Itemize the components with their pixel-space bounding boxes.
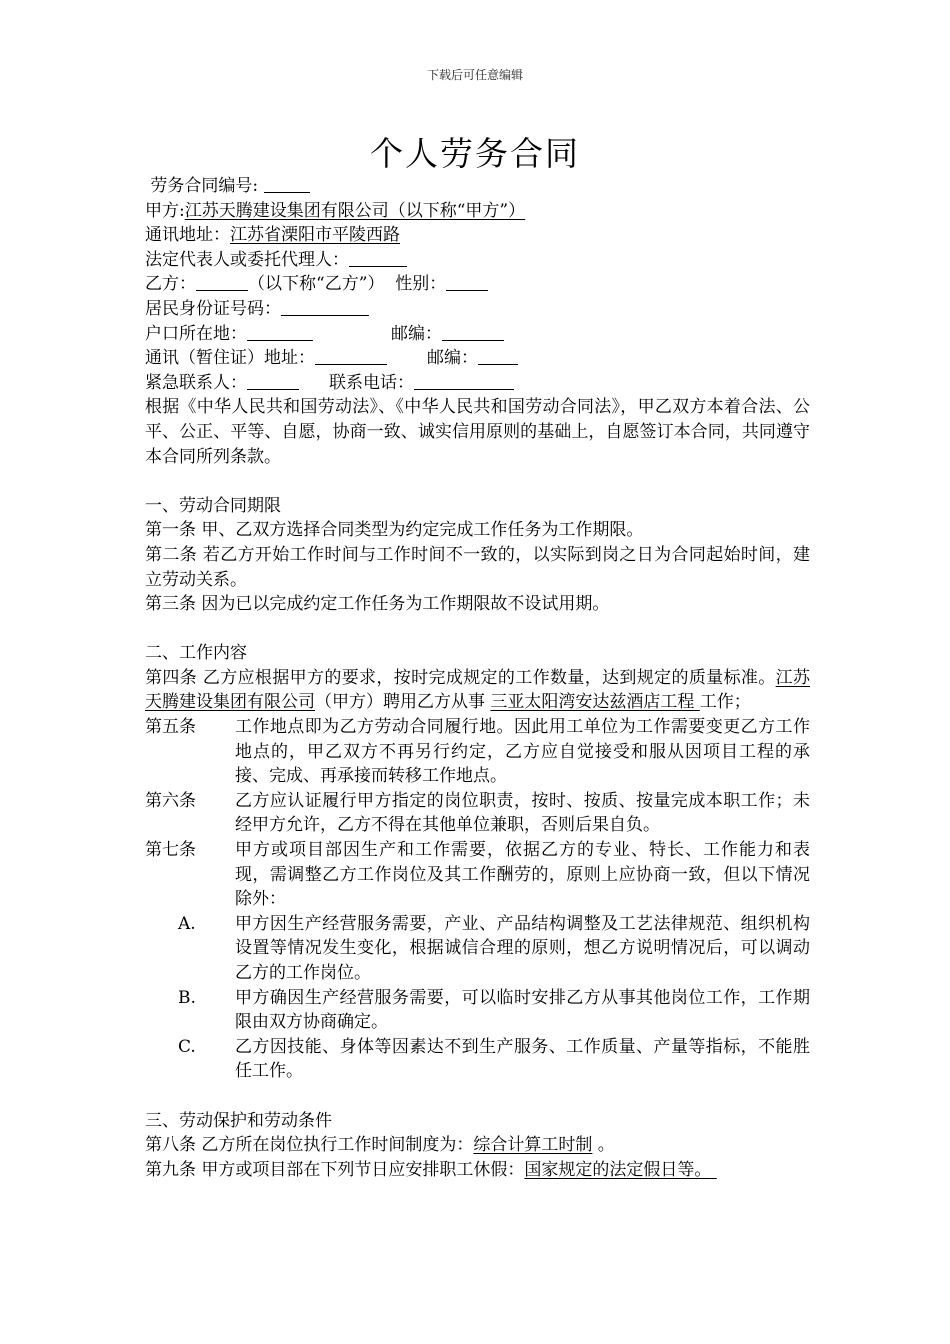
contract-number-line: [145, 174, 810, 199]
article-8: [145, 1133, 810, 1158]
article-7-item-text: 甲方确因生产经营服务需要，可以临时安排乙方从事其他岗位工作，工作期限由双方协商确定。: [235, 987, 810, 1033]
article-8-pre: 第八条 乙方所在岗位执行工作时间制度为：: [145, 1135, 474, 1156]
legal-rep-line: [145, 248, 810, 273]
article-8-value: 综合计算工时制: [473, 1135, 593, 1156]
article-4-mid: （甲方）聘用乙方从事: [315, 692, 485, 713]
intro-paragraph: 根据《中华人民共和国劳动法》、《中华人民共和国劳动合同法》，甲乙双方本着合法、公平、公正、平等、自愿，协商一致、诚实信用原则的基础上，自愿签订本合同，共同遵守本合同所列条款。: [145, 397, 810, 467]
contract-number-label: 劳务合同编号:: [150, 176, 259, 196]
temp-address-blank: [315, 348, 387, 365]
article-9: [145, 1158, 810, 1183]
article-7-item: [145, 912, 810, 986]
article-6-number: 第六条: [145, 790, 196, 811]
hukou-postcode-label: 邮编：: [391, 323, 442, 344]
section-2-title: 二、工作内容: [145, 643, 247, 664]
id-label: 居民身份证号码：: [145, 298, 281, 319]
article-8-post: 。: [592, 1135, 615, 1156]
article-7-item-letter: C.: [178, 1036, 196, 1057]
article-7-number: 第七条: [145, 840, 196, 861]
article-5: [145, 715, 810, 789]
phone-blank: [414, 373, 514, 390]
article-4-post: 工作；: [699, 692, 751, 713]
party-a-label: 甲方:: [145, 200, 185, 221]
hukou-label: 户口所在地：: [145, 323, 247, 344]
contract-title: 个人劳务合同: [370, 134, 580, 173]
article-5-text: 工作地点即为乙方劳动合同履行地。因此用工单位为工作需要变更乙方工作地点的，甲乙双方不再另行约定，乙方应自觉接受和服从因项目工程的承接、完成、再承接而转移工作地点。: [235, 717, 810, 787]
hukou-blank: [247, 324, 313, 341]
article-7-text: 甲方或项目部因生产和工作需要，依据乙方的专业、特长、工作能力和表现，需调整乙方工作岗位及其工作酬劳的，原则上应协商一致，但以下情况除外：: [235, 840, 810, 910]
article-9-pre: 第九条 甲方或项目部在下列节日应安排职工休假：: [145, 1159, 525, 1180]
party-a-line: [145, 199, 810, 224]
contract-number-blank: [264, 176, 310, 193]
address-line: [145, 223, 810, 248]
article-5-number: 第五条: [145, 717, 196, 738]
article-7-item-text: 甲方因生产经营服务需要，产业、产品结构调整及工艺法律规范、组织机构设置等情况发生变化，根据诚信合理的原则，想乙方说明情况后，可以调动乙方的工作岗位。: [235, 913, 810, 983]
hukou-postcode-blank: [442, 324, 504, 341]
article-7-item-letter: B.: [178, 987, 196, 1008]
article-9-value: 国家规定的法定假日等。: [524, 1159, 712, 1180]
article-4-pre: 第四条 乙方应根据甲方的要求，按时完成规定的工作数量，达到规定的质量标准。: [145, 667, 776, 688]
party-b-line: [145, 272, 810, 297]
article-1: 第一条 甲、乙双方选择合同类型为约定完成工作任务为工作期限。: [145, 520, 644, 541]
hukou-line: [145, 322, 810, 347]
gender-label: 性别：: [395, 274, 447, 295]
party-a-value: 江苏天腾建设集团有限公司（以下称“甲方”）: [184, 200, 526, 221]
id-line: [145, 297, 810, 322]
article-7: [145, 838, 810, 912]
emergency-label: 紧急联系人：: [145, 372, 247, 393]
article-4-company: 江苏天腾建设集团有限公司: [145, 667, 810, 713]
party-b-label: 乙方：: [145, 274, 196, 295]
temp-postcode-label: 邮编：: [427, 348, 478, 369]
section-3-title: 三、劳动保护和劳动条件: [145, 1110, 332, 1131]
legal-rep-label: 法定代表人或委托代理人：: [145, 249, 349, 270]
section-1-title: 一、劳动合同期限: [145, 495, 281, 516]
temp-address-label: 通讯（暂住证）地址：: [145, 348, 315, 369]
temp-postcode-blank: [478, 348, 518, 365]
article-7-item: [145, 986, 810, 1035]
article-3: 第三条 因为已以完成约定工作任务为工作期限故不设试用期。: [145, 594, 610, 615]
article-2: 第二条 若乙方开始工作时间与工作时间不一致的，以实际到岗之日为合同起始时间，建立劳动关系。: [145, 544, 810, 590]
article-6-text: 乙方应认证履行甲方指定的岗位职责，按时、按质、按量完成本职工作；未经甲方允许，乙方不得在其他单位兼职，否则后果自负。: [235, 790, 810, 836]
address-value: 江苏省溧阳市平陵西路: [230, 225, 400, 246]
address-label: 通讯地址：: [145, 225, 230, 246]
gender-blank: [446, 274, 488, 291]
article-4-project: 三亚太阳湾安达兹酒店工程: [490, 692, 695, 713]
legal-rep-blank: [349, 250, 407, 267]
page-header-note: 下载后可任意编辑: [426, 68, 523, 82]
article-7-item: [145, 1035, 810, 1084]
party-b-blank: [196, 274, 248, 291]
emergency-line: [145, 371, 810, 396]
article-6: [145, 789, 810, 838]
contract-body: [145, 174, 810, 1182]
temp-address-line: [145, 346, 810, 371]
party-b-note: （以下称“乙方”）: [248, 274, 385, 295]
phone-label: 联系电话：: [329, 372, 414, 393]
id-blank: [281, 299, 369, 316]
emergency-blank: [247, 373, 299, 390]
article-7-item-letter: A.: [178, 913, 196, 934]
article-7-item-text: 乙方因技能、身体等因素达不到生产服务、工作质量、产量等指标，不能胜任工作。: [235, 1036, 810, 1082]
article-4: [145, 666, 810, 715]
